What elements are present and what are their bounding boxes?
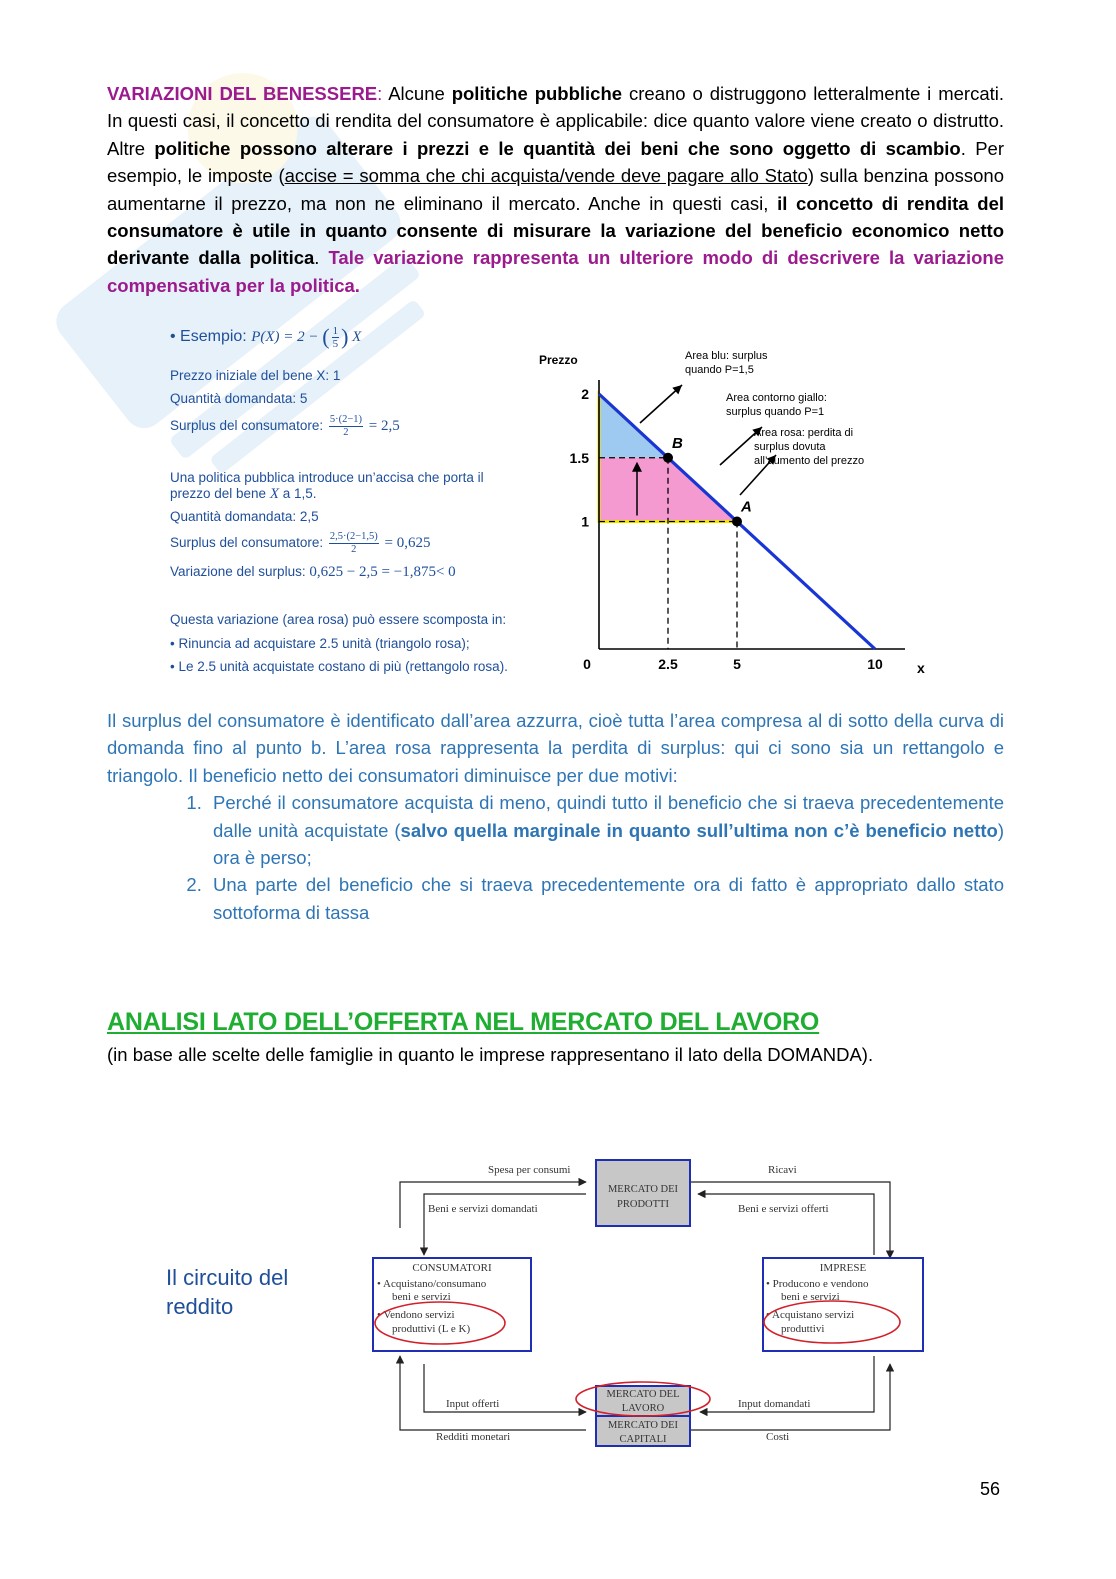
income-circuit-diagram: [360, 1150, 940, 1460]
imp-bullet2-line1: • Acquistano servizi: [766, 1309, 855, 1321]
surplus-variation: [170, 564, 456, 581]
purple-run: Tale variazione rappresenta un ulteriore modo di descrivere la variazione compensativa per la politica.: [107, 247, 1004, 296]
annotation-text: surplus quando P=1: [726, 406, 825, 418]
circuit-title-line1: Il circuito del: [166, 1265, 289, 1290]
point-a: [732, 517, 742, 527]
x-axis-label: x: [917, 660, 925, 676]
label-input-offerti: Input offerti: [446, 1398, 500, 1410]
mercato-lavoro-line1: MERCATO DEL: [606, 1389, 680, 1400]
item1-bold: salvo quella marginale in quanto sull’ultima non c’è beneficio netto: [400, 819, 998, 841]
annotation-text: Area blu: surplus: [685, 350, 768, 362]
surplus2-num: 2,5·(2−1,5): [329, 531, 378, 542]
item1-text-a: Perché il consumatore acquista di meno, quindi tutto il beneficio che si traeva precedentemente dalle unità acquistate (: [213, 792, 1004, 841]
policy-line-2: [170, 486, 317, 503]
surplus2-den: 2: [351, 544, 357, 555]
consumatori-title: CONSUMATORI: [412, 1262, 492, 1274]
annotation-text: Area contorno giallo:: [726, 392, 827, 404]
circuit-title: [166, 1263, 288, 1321]
imprese-title: IMPRESE: [819, 1262, 867, 1274]
demand-surplus-chart: [530, 345, 950, 680]
explanation-intro: Il surplus del consumatore è identificato dall’area azzurra, cioè tutta l’area compresa al di sotto della curva di domanda fino al punto b. L’area rosa rappresenta la perdita di surplus: qui ci sono sia un rettangolo e triangolo. Il beneficio netto dei consumatori diminuisce per due motivi:: [107, 710, 1004, 786]
annotation-text: Area rosa: perdita di: [754, 427, 854, 439]
surplus-label: Surplus del consumatore:: [170, 535, 327, 551]
list-item: [207, 789, 1004, 871]
point-label-b: B: [672, 434, 683, 452]
surplus1-num: 5·(2−1): [329, 414, 363, 425]
text-run: ) sulla benzina possono aumentarne il prezzo, ma non ne eliminano il mercato. Anche in questi casi,: [107, 165, 1004, 214]
y-axis-label: Prezzo: [539, 353, 578, 367]
example-prefix: • Esempio:: [170, 328, 252, 346]
policy-text-b: a 1,5.: [279, 486, 317, 501]
surplus2-result: = 0,625: [384, 535, 431, 552]
label-input-domandati: Input domandati: [738, 1398, 811, 1410]
label-ricavi: Ricavi: [768, 1164, 797, 1176]
reasons-list: [107, 789, 1004, 926]
x-tick-label: 2.5: [658, 656, 678, 672]
y-tick-label: 1: [581, 513, 589, 530]
quantity-demanded-1: Quantità domandata: 5: [170, 391, 308, 406]
x-tick-label: 5: [733, 656, 741, 672]
policy-text-a: prezzo del bene: [170, 486, 270, 501]
surplus1-den: 2: [343, 427, 349, 438]
label-spesa: Spesa per consumi: [488, 1164, 571, 1176]
label-beni-offerti: Beni e servizi offerti: [738, 1203, 829, 1215]
paragraph-welfare-variations: [107, 80, 1004, 299]
surplus-label: Surplus del consumatore:: [170, 418, 327, 434]
label-redditi: Redditi monetari: [436, 1431, 511, 1443]
consumer-surplus-2: [170, 531, 431, 556]
policy-line-1: Una politica pubblica introduce un’accisa che porta il: [170, 470, 484, 485]
decomposition-intro: Questa variazione (area rosa) può essere scomposta in:: [170, 612, 507, 627]
cons-bullet1-line2: beni e servizi: [392, 1291, 451, 1303]
page-number: 56: [980, 1479, 1001, 1499]
section-subheading: (in base alle scelte delle famiglie in quanto le imprese rappresentano il lato della DOMANDA).: [107, 1044, 874, 1065]
circuit-title-line2: reddito: [166, 1294, 234, 1319]
annotation-text: all’aumento del prezzo: [754, 455, 865, 467]
formula-right: X: [348, 329, 362, 346]
imp-bullet1-line1: • Producono e vendono: [766, 1278, 869, 1290]
policy-var-x: X: [269, 486, 279, 502]
mercato-capitali-line2: CAPITALI: [619, 1434, 667, 1445]
formula-frac-den: 5: [332, 337, 339, 350]
y-tick-label: 2: [581, 386, 589, 402]
mercato-prodotti-line2: PRODOTTI: [617, 1199, 669, 1210]
bold-run: il concetto di rendita del consumatore è utile in quanto consente di misurare la variazione del beneficio economico netto derivante dalla politica: [107, 192, 1004, 269]
surplus1-result: = 2,5: [368, 418, 400, 435]
arrow-costi: [690, 1364, 890, 1430]
quantity-demanded-2: Quantità domandata: 2,5: [170, 509, 319, 524]
cons-bullet1-line1: • Acquistano/consumano: [377, 1278, 487, 1290]
item1-text-c: ) ora è perso;: [213, 819, 1005, 869]
x-tick-label: 10: [867, 656, 883, 672]
section-heading: ANALISI LATO DELL’OFFERTA NEL MERCATO DEL LAVORO: [107, 1008, 820, 1036]
paragraph-surplus-explanation: [107, 707, 1004, 926]
label-costi: Costi: [766, 1431, 790, 1443]
text-run: .: [314, 247, 329, 269]
decomposition-bullet-1: • Rinuncia ad acquistare 2.5 unità (triangolo rosa);: [170, 636, 470, 651]
list-item: [207, 871, 1004, 926]
example-title: • Esempio: P(X) = 2 − ( $\frac{1}{5}$ ) X: [170, 324, 362, 350]
consumer-surplus-1: [170, 414, 400, 439]
mercato-capitali-line1: MERCATO DEI: [607, 1420, 679, 1431]
x-tick-label: 0: [583, 656, 591, 672]
text-run: Alcune: [382, 83, 452, 104]
arrow-redditi: [400, 1356, 586, 1430]
mercato-prodotti-line1: MERCATO DEI: [607, 1184, 679, 1195]
annotation-text: surplus dovuta: [754, 441, 826, 453]
cons-bullet2-line2: produttivi (L e K): [392, 1323, 471, 1335]
annotation-text: quando P=1,5: [685, 364, 754, 376]
mercato-lavoro-line2: LAVORO: [621, 1403, 665, 1414]
imp-bullet1-line2: beni e servizi: [781, 1291, 840, 1303]
variation-label: Variazione del surplus:: [170, 564, 310, 579]
formula-left: P(X) = 2 −: [251, 329, 323, 346]
label-colon: :: [377, 83, 383, 104]
formula-frac-num: 1: [332, 324, 339, 337]
imp-bullet2-line2: produttivi: [781, 1323, 825, 1335]
text-run: creano o distruggono letteralmente i mercati. In questi casi, il concetto di rendita del consumatore è applicabile: dice quanto valore viene creato o distrutto. Altre: [107, 83, 1004, 159]
initial-price: Prezzo iniziale del bene X: 1: [170, 368, 341, 383]
label-beni-domandati: Beni e servizi domandati: [428, 1203, 538, 1215]
y-tick-label: 1.5: [569, 449, 589, 466]
text-run: . Per esempio, le imposte (: [107, 137, 1005, 187]
pink-rectangle-area: [599, 458, 668, 522]
point-b: [663, 453, 673, 463]
bold-run: politiche possono alterare i prezzi e le quantità dei beni che sono oggetto di scambio: [154, 137, 961, 159]
point-label-a: A: [741, 498, 752, 516]
variation-formula: 0,625 − 2,5 = −1,875< 0: [309, 564, 456, 580]
section-label: VARIAZIONI DEL BENESSERE: [107, 83, 378, 104]
underlined-run: accise = somma che chi acquista/vende deve pagare allo Stato: [284, 165, 808, 187]
bold-run: politiche pubbliche: [451, 83, 623, 104]
decomposition-bullet-2: • Le 2.5 unità acquistate costano di più (rettangolo rosa).: [170, 659, 508, 674]
cons-bullet2-line1: • Vendono servizi: [377, 1309, 455, 1321]
item2-text: Una parte del beneficio che si traeva precedentemente ora di fatto è appropriato dallo stato sottoforma di tassa: [213, 874, 1004, 923]
